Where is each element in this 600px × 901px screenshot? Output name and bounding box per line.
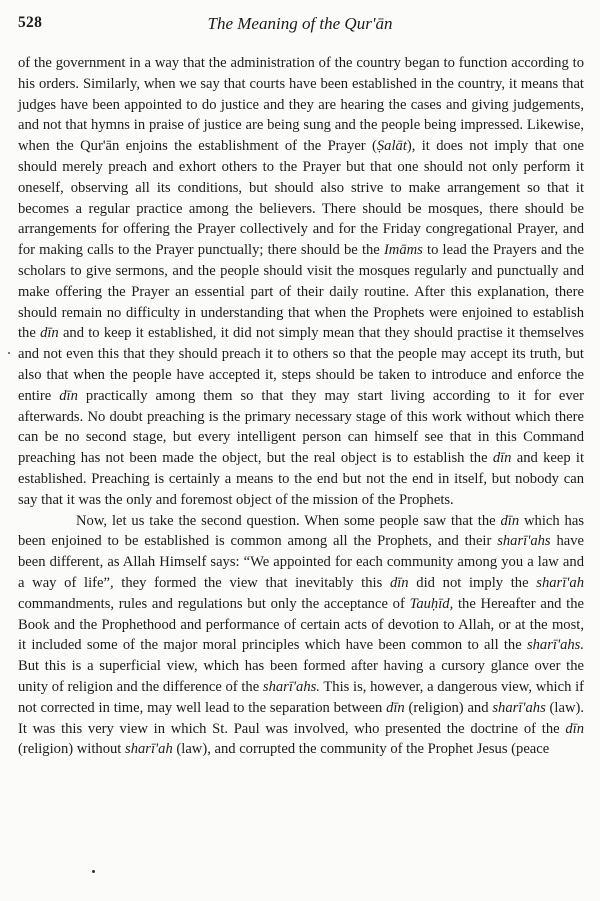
italic-term: sharī'ahs [497,533,551,550]
text-run: the Hereafter and the Book and the Prophethood and performance of certain acts of devotion to Allah, or at the most, it included some of the major moral principles which have been common to all the [18,595,585,654]
italic-term: sharī'ahs [492,699,546,716]
text-run: ), it does not imply that one should merely preach and exhort others to the Prayer but that one should not only perform it oneself, observing all its conditions, but should also strive to make arrangement so that it becomes a regular practice among the believers. There should be mosques, there should be arrangements for offering the Prayer collectively and for the Friday congregational Prayer, and for making calls to the Prayer punctually; there should be the [18,138,585,259]
text-run: (law), and corrupted the community of the Prophet Jesus (peace [172,741,550,758]
page-body [18,53,584,760]
text-run: This is, however, a dangerous view, which if not corrected in time, may well lead to the separation between [18,678,584,716]
running-title: The Meaning of the Qur'ān [207,14,393,33]
text-run: (law). It was this very view in which St. Paul was involved, who presented the doctrine of the [18,699,584,737]
text-run: (religion) and [404,699,493,716]
page-number: 528 [18,14,43,31]
italic-term: dīn [389,574,409,591]
text-run: of the government in a way that the administration of the country began to function according to his orders. Similarly, when we say that courts have been established in the country, it means that judges have been appointed to do justice and they are hearing the cases and giving judgements, and not that hymns in praise of justice are being sung and the people being impressed. Likewise, when the Qur'ān enjoins the establishment of the Prayer ( [18,55,584,155]
italic-term: sharī'ah [536,574,584,591]
italic-term: sharī'ahs. [526,637,584,654]
italic-term: dīn [59,387,78,404]
text-run: Now, let us take the second question. When some people saw that the [76,512,501,529]
italic-term: sharī'ahs. [262,678,320,695]
text-run: to lead the Prayers and the scholars to give sermons, and the people should visit the mosques regularly and punctually and make offering the Prayer an essential part of their daily routine. After this explanation, there should remain no difficulty in understanding that when the Prophets were enjoined to establish the [18,242,584,342]
paragraph-1 [18,53,584,511]
italic-term: dīn [492,450,512,467]
text-run: (religion) without [18,741,126,758]
italic-term: dīn [40,325,59,342]
text-run: which has been enjoined to be established is common among all the Prophets, and their [18,512,584,550]
italic-term: dīn [500,512,520,529]
text-run: have been different, as Allah Himself says: “We appointed for each community among you a law and a way of life”, they formed the view that inevitably this [18,533,584,591]
italic-term: sharī'ah [125,741,173,758]
paragraph-2 [18,511,584,761]
italic-term: Tauḥīd, [409,595,454,612]
text-run: and to keep it established, it did not simply mean that they should practise it themselves and not even this that they should preach it to others so that the people may accept its truth, but also that when the people have accepted it, steps should be taken to introduce and enforce the entire [18,325,584,404]
stray-mark [92,870,95,873]
text-run: commandments, rules and regulations but only the acceptance of [18,595,410,612]
text-run: did not imply the [408,574,537,591]
italic-term: dīn [386,699,405,716]
italic-term: Imāms [383,242,423,259]
text-run: and keep it established. Preaching is certainly a means to the end but not the end in itself, but nobody can say that it was the only and foremost object of the mission of the Prophets. [18,450,584,508]
text-run: practically among them so that they may start living according to it for ever afterwards. No doubt preaching is the primary necessary stage of this work without which there can be no second stage, but every intelligent person can himself see that in this Command preaching has not been made the object, but the real object is to establish the [18,387,584,467]
italic-term: Ṣalāt [376,138,407,155]
page-header [18,14,582,40]
text-run: But this is a superficial view, which has been formed after having a cursory glance over the unity of religion and the difference of the [18,658,584,695]
italic-term: dīn [565,720,584,737]
stray-mark [8,352,10,354]
